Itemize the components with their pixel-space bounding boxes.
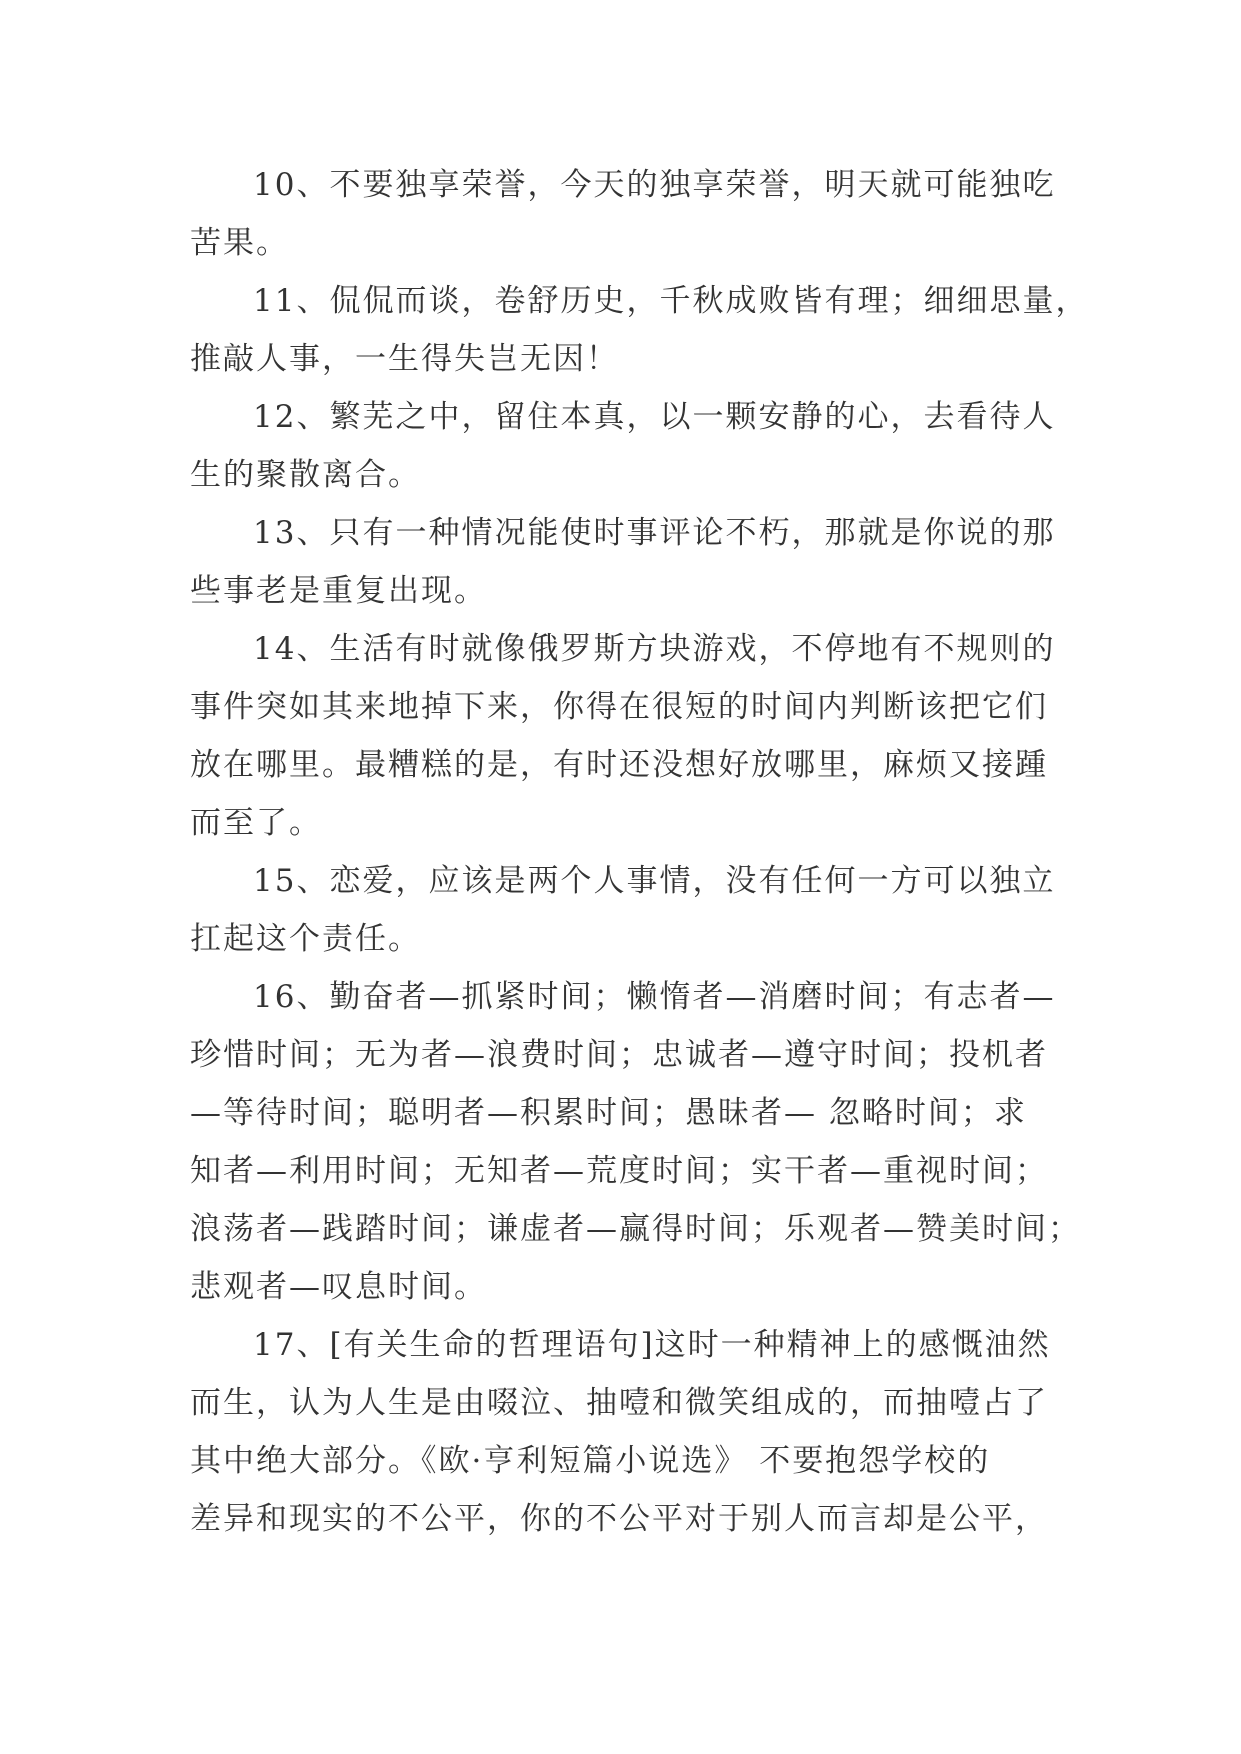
paragraph-16-line-4: 知者—利用时间；无知者—荒度时间；实干者—重视时间； xyxy=(190,1153,1048,1189)
paragraph-12-line-1: 12、繁芜之中，留住本真，以一颗安静的心，去看待人 xyxy=(253,399,1056,435)
paragraph-14-line-1: 14、生活有时就像俄罗斯方块游戏，不停地有不规则的 xyxy=(253,631,1056,667)
paragraph-10-line-2: 苦果。 xyxy=(190,225,289,261)
paragraph-14-line-2: 事件突如其来地掉下来，你得在很短的时间内判断该把它们 xyxy=(190,689,1048,725)
paragraph-15-line-1: 15、恋爱，应该是两个人事情，没有任何一方可以独立 xyxy=(253,863,1056,899)
paragraph-17-line-3: 其中绝大部分。《欧·亨利短篇小说选》 不要抱怨学校的 xyxy=(190,1443,991,1479)
paragraph-14-line-3: 放在哪里。最糟糕的是，有时还没想好放哪里，麻烦又接踵 xyxy=(190,747,1048,783)
paragraph-17-line-2: 而生，认为人生是由啜泣、抽噎和微笑组成的，而抽噎占了 xyxy=(190,1385,1048,1421)
paragraph-15-line-2: 扛起这个责任。 xyxy=(190,921,421,957)
paragraph-16-line-2: 珍惜时间；无为者—浪费时间；忠诚者—遵守时间；投机者 xyxy=(190,1037,1048,1073)
document-body xyxy=(190,156,1089,1548)
paragraph-16-line-1: 16、勤奋者—抓紧时间；懒惰者—消磨时间；有志者— xyxy=(253,979,1056,1015)
paragraph-16-line-6: 悲观者—叹息时间。 xyxy=(190,1269,487,1305)
paragraph-16-line-5: 浪荡者—践踏时间；谦虚者—赢得时间；乐观者—赞美时间； xyxy=(190,1211,1081,1247)
paragraph-12-line-2: 生的聚散离合。 xyxy=(190,457,421,493)
paragraph-13-line-1: 13、只有一种情况能使时事评论不朽，那就是你说的那 xyxy=(253,515,1056,551)
paragraph-13-line-2: 些事老是重复出现。 xyxy=(190,573,487,609)
paragraph-11-line-1: 11、侃侃而谈，卷舒历史，千秋成败皆有理；细细思量， xyxy=(253,283,1089,319)
paragraph-16-line-3: —等待时间；聪明者—积累时间；愚昧者— 忽略时间；求 xyxy=(190,1095,1027,1131)
paragraph-17-line-4: 差异和现实的不公平，你的不公平对于别人而言却是公平， xyxy=(190,1501,1048,1537)
paragraph-17-line-1: 17、[有关生命的哲理语句]这时一种精神上的感慨油然 xyxy=(253,1327,1051,1363)
paragraph-10-line-1: 10、不要独享荣誉，今天的独享荣誉，明天就可能独吃 xyxy=(253,167,1056,203)
paragraph-11-line-2: 推敲人事，一生得失岂无因！ xyxy=(190,341,619,377)
paragraph-14-line-4: 而至了。 xyxy=(190,805,322,841)
